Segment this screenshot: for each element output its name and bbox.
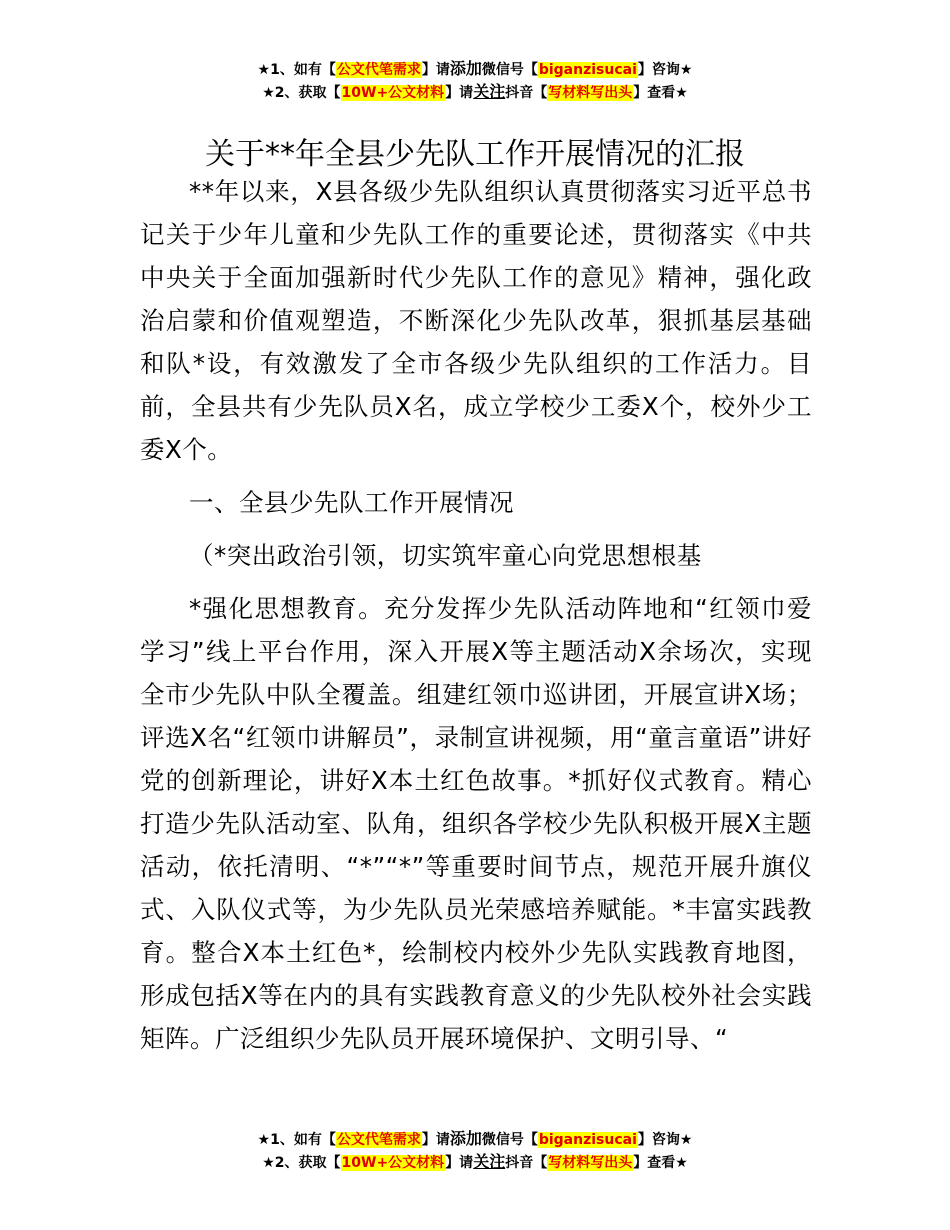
banner-text: 抖音【	[505, 1155, 548, 1171]
highlight-label: 公文代笔需求	[336, 1132, 421, 1148]
banner-line-2	[0, 1151, 950, 1174]
highlight-label: 10W+公文材料	[341, 85, 445, 101]
banner-emphasis: 关注	[473, 82, 506, 101]
douyin-id-highlight: 写材料写出头	[548, 1155, 633, 1171]
banner-text: 】请	[421, 62, 450, 78]
intro-paragraph: **年以来，X县各级少先队组织认真贯彻落实习近平总书记关于少年儿童和少先队工作的重要论述，贯彻落实《中共中央关于全面加强新时代少先队工作的意见》精神，强化政治启蒙和价值观塑造，不断深化少先队改革，狠抓基层基础和队*设，有效激发了全市各级少先队组织的工作活力。目前，全县共有少先队员X名，成立学校少工委X个，校外少工委X个。	[140, 177, 812, 464]
subsection-heading: （*突出政治引领，切实筑牢童心向党思想根基	[189, 541, 702, 570]
banner-emphasis: 添加	[449, 1129, 482, 1148]
banner-text: ★2、获取【	[262, 1155, 341, 1171]
banner-text: 】请	[421, 1132, 450, 1148]
banner-text: 微信号【	[481, 1132, 538, 1148]
douyin-id-highlight: 写材料写出头	[548, 85, 633, 101]
banner-text: 】查看★	[633, 85, 688, 101]
banner-text: 】请	[445, 85, 474, 101]
header-banner	[0, 58, 950, 104]
wechat-id-highlight: biganzisucai	[538, 62, 637, 78]
banner-text: 】咨询★	[637, 62, 693, 78]
banner-text: 】请	[445, 1155, 474, 1171]
banner-text: ★2、获取【	[262, 85, 341, 101]
banner-text: 】咨询★	[637, 1132, 693, 1148]
footer-banner	[0, 1128, 950, 1174]
document-body	[140, 170, 812, 1060]
banner-emphasis: 关注	[473, 1152, 506, 1171]
wechat-id-highlight: biganzisucai	[538, 1132, 637, 1148]
banner-emphasis: 添加	[449, 59, 482, 78]
banner-line-1	[0, 1128, 950, 1151]
banner-line-2	[0, 81, 950, 104]
highlight-label: 10W+公文材料	[341, 1155, 445, 1171]
section-heading: 一、全县少先队工作开展情况	[189, 488, 514, 517]
highlight-label: 公文代笔需求	[336, 62, 421, 78]
body-paragraph: *强化思想教育。充分发挥少先队活动阵地和“红领巾爱学习”线上平台作用，深入开展X等主题活动X余场次，实现全市少先队中队全覆盖。组建红领巾巡讲团，开展宣讲X场；评选X名“红领巾讲解员”，录制宣讲视频，用“童言童语”讲好党的创新理论，讲好X本土红色故事。*抓好仪式教育。精心打造少先队活动室、队角，组织各学校少先队积极开展X主题活动，依托清明、“*”“*”等重要时间节点，规范开展升旗仪式、入队仪式等，为少先队员光荣感培养赋能。*丰富实践教育。整合X本土红色*，绘制校内校外少先队实践教育地图，形成包括X等在内的具有实践教育意义的少先队校外社会实践矩阵。广泛组织少先队员开展环境保护、文明引导、“	[140, 594, 812, 1053]
banner-text: ★1、如有【	[257, 62, 336, 78]
banner-text: 】查看★	[633, 1155, 688, 1171]
banner-line-1	[0, 58, 950, 81]
banner-text: 微信号【	[481, 62, 538, 78]
banner-text: ★1、如有【	[257, 1132, 336, 1148]
banner-text: 抖音【	[505, 85, 548, 101]
document-title: 关于**年全县少先队工作开展情况的汇报	[205, 137, 745, 173]
